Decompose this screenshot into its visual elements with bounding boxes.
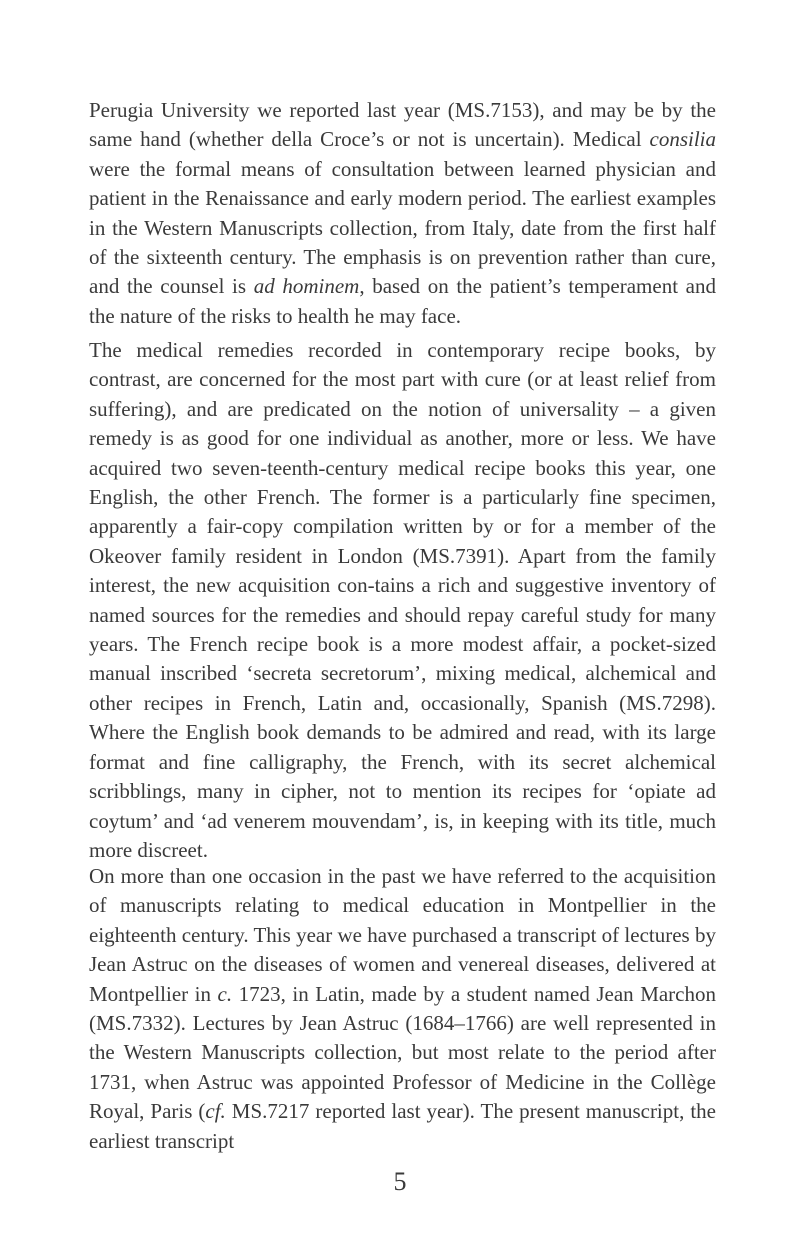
italic-term: cf. (205, 1099, 226, 1124)
text-segment: MS.7217 reported last year). The present manuscript, the earliest transcript (89, 1099, 717, 1153)
text-segment: 1723, in Latin, made by a student named Jean Marchon (MS.7332). Lectures by Jean Astruc (1684–1766) are well represented in the Western Manuscripts collection, but most relate to the period after 1731, when Astruc was appointed Professor of Medicine in the Collège Royal, Paris ( (89, 981, 716, 1124)
text-segment: were the formal means of consultation between learned physician and patient in the Renaissance and early modern period. The earliest examples in the Western Manuscripts collection, from Italy, date from the first half of the sixteenth century. The emphasis is on prevention rather than cure, and the counsel is (89, 156, 716, 299)
italic-term: ad hominem (253, 274, 360, 299)
paragraph-montpellier (89, 862, 716, 1156)
text-segment: , based on the patient’s temperament and the nature of the risks to health he may face. (89, 274, 716, 328)
italic-term: c. (217, 981, 233, 1006)
paragraph-recipe-books (89, 336, 716, 865)
italic-term: consilia (649, 127, 716, 152)
text-segment: On more than one occasion in the past we have referred to the acquisition of manuscripts relating to medical education in Montpellier in the eighteenth century. This year we have purchased a transcript of lectures by Jean Astruc on the diseases of women and venereal diseases, delivered at Montpellier in (89, 864, 716, 1006)
paragraph-text (89, 862, 716, 1156)
text-segment: Perugia University we reported last year (MS.7153), and may be by the same hand (whether della Croce’s or not is uncertain). Medical (89, 98, 716, 152)
page-number: 5 (393, 1167, 407, 1196)
text-segment: The medical remedies recorded in contemporary recipe books, by contrast, are concerned for the most part with cure (or at least relief from suffering), and are predicated on the notion of universality – a given remedy is as good for one individual as another, more or less. We have acquired two seven-teenth-century medical recipe books this year, one English, the other French. The former is a particularly fine specimen, apparently a fair-copy compilation written by or for a member of the Okeover family resident in London (MS.7391). Apart from the family interest, the new acquisition con-tains a rich and suggestive inventory of named sources for the remedies and should repay careful study for many years. The French recipe book is a more modest affair, a pocket-sized manual inscribed ‘secreta secretorum’, mixing medical, alchemical and other recipes in French, Latin and, occasionally, Spanish (MS.7298). Where the English book demands to be admired and read, with its large format and fine calligraphy, the French, with its secret alchemical scribblings, many in cipher, not to mention its recipes for ‘opiate ad coytum’ and ‘ad venerem mouvendam’, is, in keeping with its title, much more discreet. (89, 338, 716, 862)
paragraph-text (89, 336, 716, 865)
paragraph-text (89, 96, 716, 331)
paragraph-consilia (89, 96, 716, 331)
